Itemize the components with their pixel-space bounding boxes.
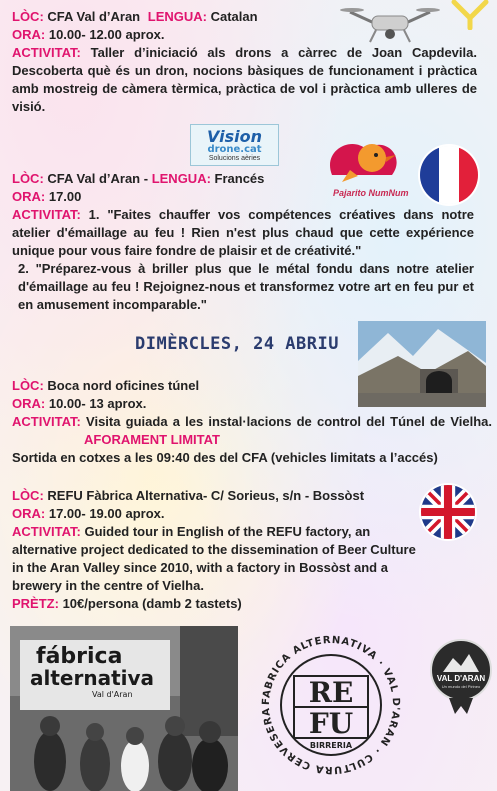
activitat-text-2: 2. "Préparez-vous à briller plus que le métal fondu dans notre atelier d'émaillage au feu ! Rejoignez-nous et transformez votre art en feu pur et en amusement incomparable." <box>18 261 474 312</box>
ora-value: 17.00- 19.00 aprox. <box>48 506 165 521</box>
activitat-text: Guided tour in English of the REFU factory, an alternative project dedicated to the dissemination of Beer Culture in the Aran Valley since 2010, with a factory in Bossòst and a brewery in the centre of Vielha. <box>12 524 416 593</box>
activitat-label: ACTIVITAT: <box>12 207 81 222</box>
ora-value: 10.00- 13 aprox. <box>48 396 147 411</box>
refu-sub: BIRRERIA <box>309 741 353 750</box>
valdaran-tag: Un mundo del Pirineo <box>441 684 481 689</box>
vision-logo-domain: drone.cat <box>207 144 262 155</box>
day-heading: DIMÈRCLES, 24 ABRIU <box>135 334 339 354</box>
loc-label: LÒC: <box>12 171 44 186</box>
pretz-label: PRÈTZ: <box>12 596 59 611</box>
ora-label: ORA: <box>12 27 46 42</box>
lang-label: LENGUA: <box>147 9 207 24</box>
fabrica-photo <box>10 626 238 791</box>
ora-value: 17.00 <box>48 189 82 204</box>
fabrica-sign-line2: alternativa <box>30 666 155 690</box>
activitat-label: ACTIVITAT: <box>12 45 81 60</box>
pajarito-logo-name: Pajarito NumNum <box>333 188 409 198</box>
refu-ring-text: FABRICA ALTERNATIVA · VAL D'ARAN · CULTURA CERVESERA <box>260 634 402 776</box>
refu-logo <box>256 630 406 780</box>
aforament-badge: AFORAMENT LIMITAT <box>84 432 220 447</box>
ora-label: ORA: <box>12 189 46 204</box>
valdaran-name: VAL D'ARAN <box>436 674 486 683</box>
lang-label: LENGUA: <box>151 171 211 186</box>
loc-value: REFU Fàbrica Alternativa- C/ Sorieus, s/n - Bossòst <box>47 488 365 503</box>
activitat-text: Visita guiada a les instal·lacions de control del Túnel de Vielha. <box>86 414 492 429</box>
loc-label: LÒC: <box>12 378 44 393</box>
activitat-label: ACTIVITAT: <box>12 414 81 429</box>
loc-label: LÒC: <box>12 9 44 24</box>
activitat-label: ACTIVITAT: <box>12 524 81 539</box>
fabrica-sign-line1: fábrica <box>36 644 123 669</box>
event-4 <box>12 487 417 613</box>
fabrica-sign-line3: Val d'Aran <box>92 690 133 699</box>
ora-label: ORA: <box>12 506 46 521</box>
vision-drone-logo <box>190 124 279 166</box>
event-2 <box>12 170 352 206</box>
ora-label: ORA: <box>12 396 46 411</box>
event-2-activity <box>12 206 474 314</box>
refu-name-bottom: FU <box>308 707 354 740</box>
ora-value: 10.00- 12.00 aprox. <box>48 27 165 42</box>
activitat-text-1: 1. "Faites chauffer vos compétences créatives dans notre atelier d'émaillage au feu ! Rien n'est plus chaud que cette expérience unique pour vous faire fondre de plaisir et de créativité." <box>12 207 474 258</box>
france-flag-icon <box>420 146 478 204</box>
lang-value: Catalan <box>210 9 258 24</box>
event-3 <box>12 377 492 467</box>
sortida-text: Sortida en cotxes a les 09:40 des del CFA (vehicles limitats a l’accés) <box>12 450 438 465</box>
loc-value: CFA Val d’Aran - <box>47 171 149 186</box>
event-1 <box>12 8 477 116</box>
loc-value: CFA Val d’Aran <box>47 9 141 24</box>
vision-logo-title: Vision <box>207 127 262 146</box>
lang-value: Francés <box>214 171 265 186</box>
vision-logo-subtitle: Solucions aèries <box>208 155 261 162</box>
loc-label: LÒC: <box>12 488 44 503</box>
refu-name-top: RE <box>308 676 354 709</box>
valdaran-badge <box>429 638 493 714</box>
pretz-value: 10€/persona (damb 2 tastets) <box>62 596 242 611</box>
loc-value: Boca nord oficines túnel <box>47 378 200 393</box>
uk-flag-icon <box>421 485 475 539</box>
activitat-text: Taller d’iniciació als drons a càrrec de Joan Capdevila. Descoberta què és un dron, nocions bàsiques de funcionament i pràctica amb mostreig de càmera tèrmica, pràctica de vol i pràctica amb ulleres de visió. <box>12 45 477 114</box>
